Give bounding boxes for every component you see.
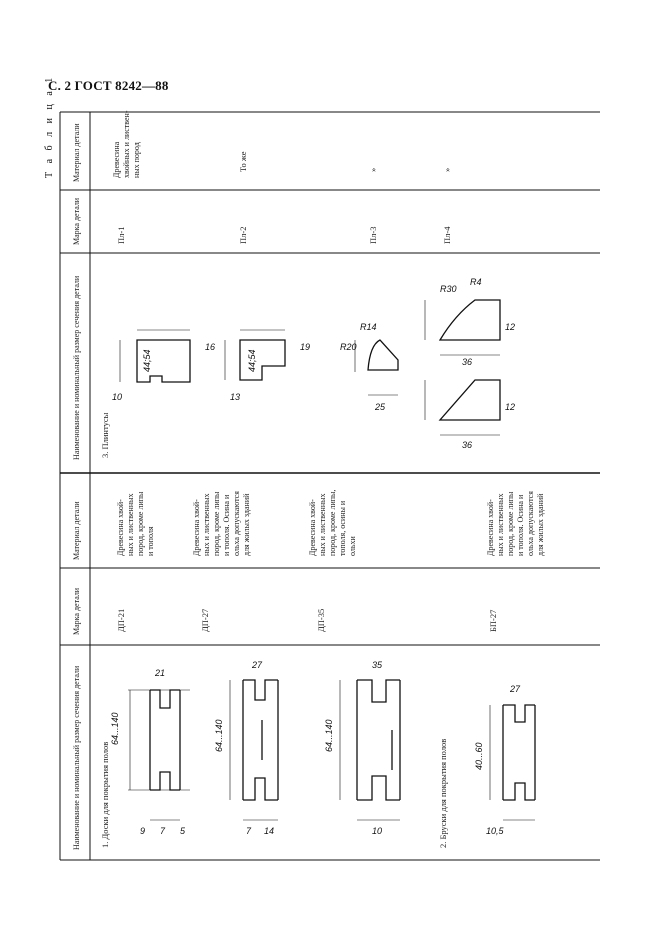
dim-dp21-width: 64...140 xyxy=(110,712,120,745)
pl4-section xyxy=(440,380,500,420)
dim-dp27-thickness: 27 xyxy=(252,660,263,670)
dim-dp21-7: 7 xyxy=(160,826,166,836)
dim-pl4-r30: R30 xyxy=(440,284,457,294)
dp21-profile xyxy=(150,690,180,790)
pl3-profile xyxy=(368,340,398,370)
material-pl1: Древесина хвойных и листвен- ных пород xyxy=(112,110,141,178)
dim-pl4-36: 36 xyxy=(462,357,473,367)
material-pl2: То же xyxy=(238,151,248,172)
dim-pl3-r20: R20 xyxy=(340,342,357,352)
dimension-labels xyxy=(110,277,521,836)
column-header-mark: Марка детали xyxy=(72,587,81,635)
column-header-name: Наименование и номинальный размер сечения детали xyxy=(72,665,81,850)
dim-dp27-width: 64...140 xyxy=(214,719,224,752)
material-bp27: Древесина хвой- ных и лиственных пород, кроме липы и тополя. Осина и ольха допускаются для жилых зданий xyxy=(486,491,545,556)
material-dp35: Древесина хвой- ных и лиственных пород, кроме липы, тополя, осины и ольхи xyxy=(308,489,357,556)
mark-bp27: БП-27 xyxy=(488,609,498,632)
mark-dp35: ДП-35 xyxy=(316,608,326,632)
dim-pl2-19: 19 xyxy=(300,342,311,352)
column-header-material-right: Материал детали xyxy=(72,123,81,182)
dim-bp27-thickness: 27 xyxy=(510,684,521,694)
dim-pl4b-36: 36 xyxy=(462,440,473,450)
dim-dp35-thickness: 35 xyxy=(372,660,383,670)
mark-dp21: ДП-21 xyxy=(116,608,126,632)
table-label: Т а б л и ц а 1 xyxy=(44,74,55,178)
material-pl3: » xyxy=(368,167,378,172)
group-label-plinths: 3. Плинтусы xyxy=(100,412,110,458)
dim-pl1-width: 44;54 xyxy=(142,349,152,372)
column-header-mark-right: Марка детали xyxy=(72,197,81,245)
dim-dp21-5: 5 xyxy=(180,826,186,836)
board-profiles xyxy=(150,680,535,800)
mark-dp27: ДП-27 xyxy=(200,608,210,632)
dim-bp27-105: 10,5 xyxy=(486,826,504,836)
mark-pl3: Пл-3 xyxy=(368,226,378,244)
dim-pl2-width: 44;54 xyxy=(247,349,257,372)
material-pl4: » xyxy=(442,167,452,172)
dim-pl2-13: 13 xyxy=(230,392,241,402)
dp35-profile xyxy=(357,680,400,800)
group-label-floor-bars: 2. Бруски для покрытия полов xyxy=(438,738,448,848)
mark-pl1: Пл-1 xyxy=(116,226,126,244)
mark-pl2: Пл-2 xyxy=(238,226,248,244)
dim-dp35-10: 10 xyxy=(372,826,383,836)
dp27-profile xyxy=(243,680,278,800)
pl4-profile xyxy=(440,300,500,340)
dim-pl3-25: 25 xyxy=(375,402,386,412)
group-label-floor-boards: 1. Доски для покрытия полов xyxy=(100,741,110,848)
dim-bp27-width: 40...60 xyxy=(474,742,484,770)
column-header-name-right: Наименование и номинальный размер сечения детали xyxy=(72,275,81,460)
material-dp27: Древесина хвой- ных и лиственных пород, кроме липы и тополя. Осина и ольха допускаются для жилых зданий xyxy=(192,491,251,556)
plinth-dim-lines xyxy=(120,300,500,435)
dim-pl1-10: 10 xyxy=(112,392,123,402)
plinth-profiles xyxy=(137,300,500,420)
dim-dp35-width: 64...140 xyxy=(324,719,334,752)
dim-dp21-thickness: 21 xyxy=(155,668,166,678)
dim-dp21-9: 9 xyxy=(140,826,146,836)
material-dp21: Древесина хвой- ных и лиственных пород, кроме липы и тополя xyxy=(116,491,155,556)
dim-pl4-12: 12 xyxy=(505,322,516,332)
dim-dp27-14: 14 xyxy=(264,826,275,836)
dim-pl1-16: 16 xyxy=(205,342,216,352)
dim-pl4-r4: R4 xyxy=(470,277,482,287)
dim-pl3-r14: R14 xyxy=(360,322,377,332)
mark-pl4: Пл-4 xyxy=(442,226,452,244)
dim-pl4b-12: 12 xyxy=(505,402,516,412)
bp27-profile xyxy=(503,705,535,800)
dim-dp27-7: 7 xyxy=(246,826,252,836)
page-header: С. 2 ГОСТ 8242—88 xyxy=(48,78,169,93)
column-header-material: Материал детали xyxy=(72,501,81,560)
